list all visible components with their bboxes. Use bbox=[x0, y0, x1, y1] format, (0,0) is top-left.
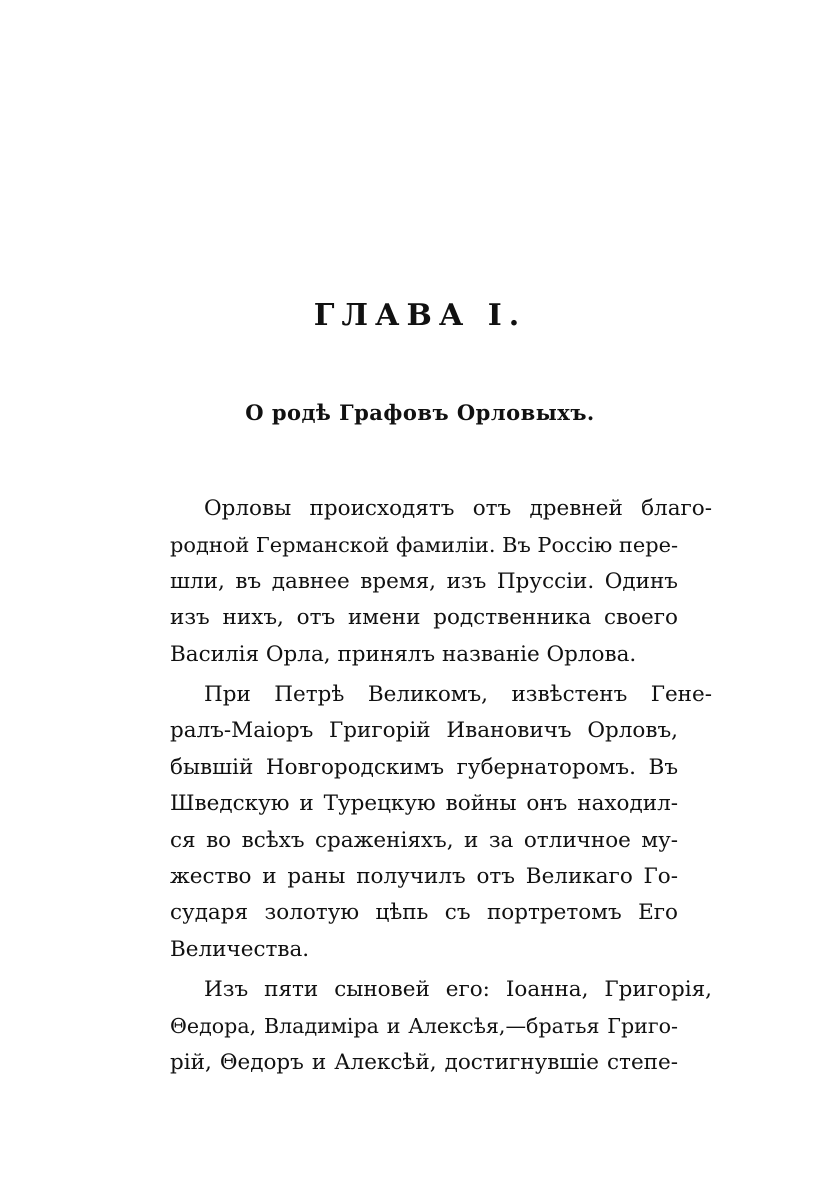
text-line: сударя золотую цѣпь съ портретомъ Его bbox=[170, 900, 678, 926]
text-line: шли, въ давнее время, изъ Пруссіи. Одинъ bbox=[170, 568, 678, 594]
paragraph bbox=[170, 491, 712, 673]
text-line: изъ нихъ, отъ имени родственника своего bbox=[170, 605, 678, 631]
text-line: Орловы происходятъ отъ древней благо- bbox=[204, 496, 712, 521]
paragraph bbox=[170, 972, 712, 1081]
text-line: Изъ пяти сыновей его: Іоанна, Григорія, bbox=[204, 977, 712, 1003]
text-line: родной Германской фамиліи. Въ Россію пере- bbox=[170, 533, 679, 558]
text-line: Шведскую и Турецкую войны онъ находил- bbox=[170, 791, 678, 817]
text-line: При Петрѣ Великомъ, извѣстенъ Гене- bbox=[204, 681, 712, 707]
paragraph bbox=[170, 677, 712, 968]
text-line: бывшій Новгородскимъ губернаторомъ. Въ bbox=[170, 754, 678, 780]
text-line: жество и раны получилъ отъ Великаго Го- bbox=[170, 863, 678, 889]
text-line: ралъ-Маіоръ Григорій Ивановичъ Орловъ, bbox=[170, 718, 678, 744]
text-line: Василія Орла, принялъ названіе Орлова. bbox=[170, 641, 637, 667]
text-line: Величества. bbox=[170, 936, 310, 962]
text-line: рій, Θедоръ и Алексѣй, достигнувшіе степе- bbox=[170, 1049, 678, 1075]
text-line: Θедора, Владиміра и Алексѣя,—братья Григо- bbox=[170, 1014, 678, 1039]
section-title: О родѣ Графовъ Орловыхъ. bbox=[245, 400, 595, 425]
text-line: ся во всѣхъ сраженіяхъ, и за отличное му- bbox=[170, 827, 678, 853]
body-text bbox=[170, 491, 712, 1081]
chapter-heading: ГЛАВА I. bbox=[313, 298, 527, 333]
